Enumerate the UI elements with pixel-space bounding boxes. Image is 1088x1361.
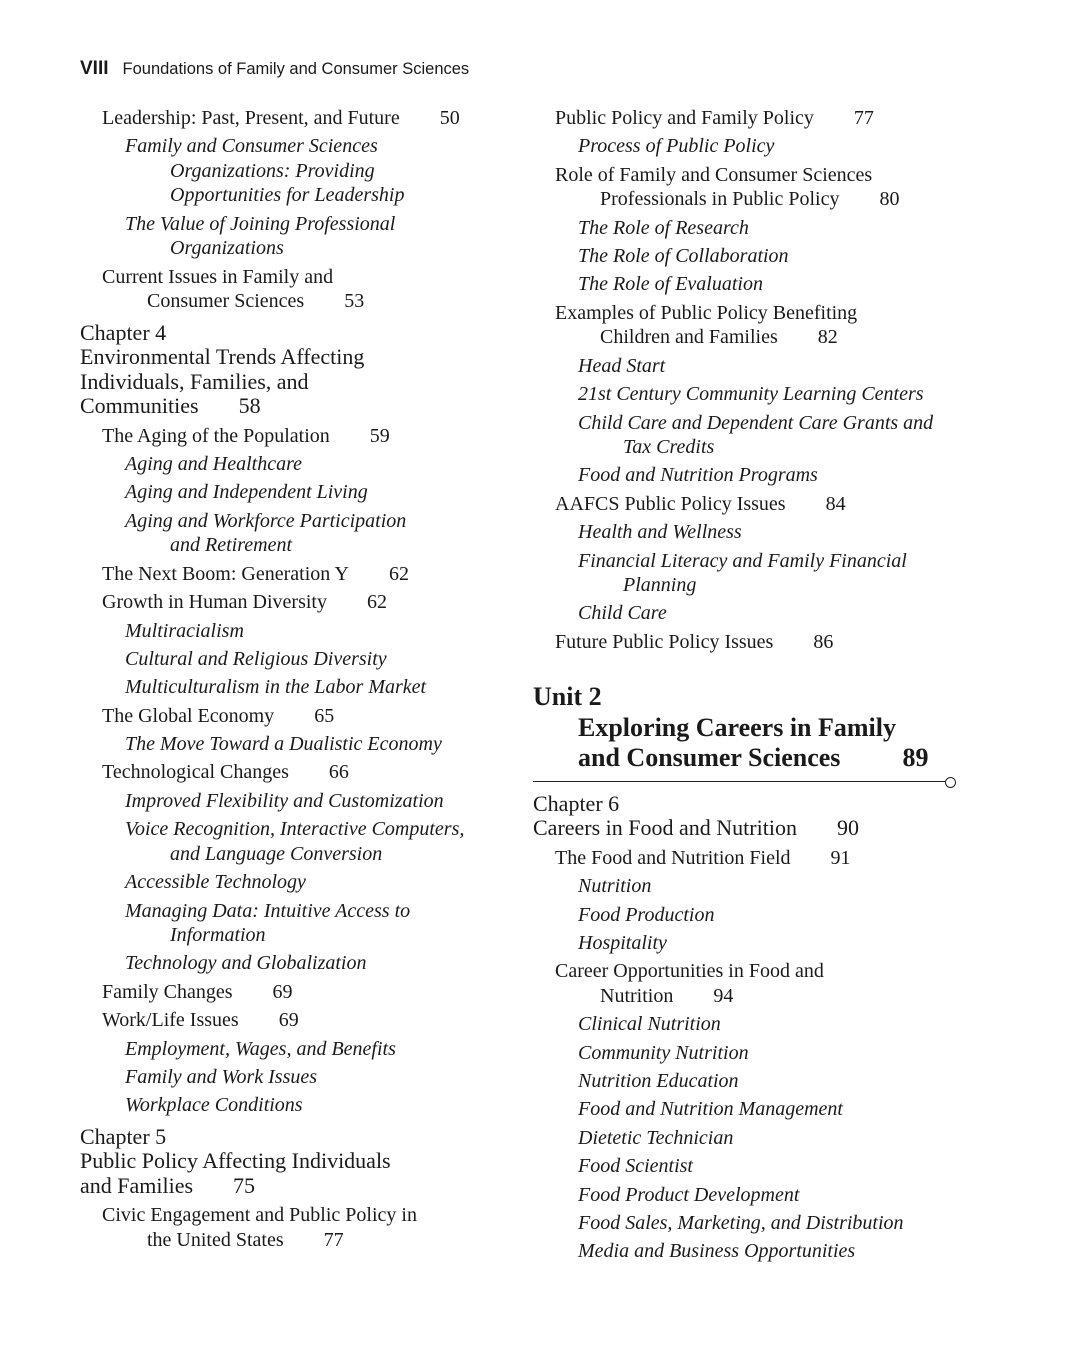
- entry-line: [578, 1041, 973, 1066]
- entry-text: Aging and Healthcare: [125, 453, 303, 476]
- entry-page-number: 69: [272, 980, 293, 1003]
- entry-text: Workplace Conditions: [125, 1094, 303, 1117]
- entry-text: AAFCS Public Policy Issues: [555, 492, 786, 515]
- entry-text: Multiculturalism in the Labor Market: [125, 676, 427, 699]
- entry-line: [555, 301, 973, 326]
- entry-page-number: 69: [278, 1009, 299, 1032]
- entry-line: [80, 1174, 520, 1199]
- entry-text: Public Policy and Family Policy: [555, 107, 814, 129]
- entry-line: [578, 1012, 973, 1037]
- entry-page-number: 91: [830, 846, 851, 869]
- chapter-heading: [80, 321, 520, 419]
- unit-divider-rule: [533, 781, 945, 782]
- entry-text: Food Sales, Marketing, and Distribution: [578, 1212, 904, 1235]
- entry-page-number: 66: [328, 761, 349, 784]
- entry-line: [578, 601, 973, 626]
- toc-subsection-entry: [80, 619, 520, 644]
- entry-page-number: 94: [713, 984, 734, 1007]
- entry-page-number: 75: [233, 1172, 256, 1198]
- entry-text: Community Nutrition: [578, 1041, 749, 1064]
- entry-line: [578, 216, 973, 241]
- entry-line: [125, 533, 520, 558]
- entry-line: [578, 1069, 973, 1094]
- entry-text: Consumer Sciences: [147, 290, 305, 313]
- entry-text: Planning: [623, 574, 697, 597]
- entry-line: [578, 244, 973, 269]
- entry-page-number: 62: [366, 591, 387, 614]
- toc-subsection-entry: [80, 1037, 520, 1062]
- entry-text: Cultural and Religious Diversity: [125, 647, 387, 670]
- page-number: VIII: [80, 58, 109, 79]
- entry-text: Organizations: [170, 237, 284, 260]
- toc-subsection-entry: [80, 134, 520, 208]
- chapter-heading: [533, 792, 973, 841]
- toc-section-entry: [533, 106, 973, 131]
- toc-subsection-entry: [533, 1211, 973, 1236]
- entry-line: [578, 134, 973, 159]
- entry-line: [80, 345, 520, 370]
- entry-page-number: 62: [388, 562, 409, 585]
- entry-line: [125, 183, 520, 208]
- toc-subsection-entry: [533, 354, 973, 379]
- entry-text: Chapter 5: [80, 1123, 167, 1149]
- toc-subsection-entry: [533, 1012, 973, 1037]
- entry-line: [578, 520, 973, 545]
- entry-text: Health and Wellness: [578, 521, 742, 544]
- entry-text: Media and Business Opportunities: [578, 1240, 856, 1263]
- entry-line: [125, 951, 520, 976]
- entry-text: Examples of Public Policy Benefiting: [555, 301, 858, 324]
- entry-text: Hospitality: [578, 932, 667, 955]
- entry-text: Voice Recognition, Interactive Computers,: [125, 818, 465, 841]
- entry-line: [555, 959, 973, 984]
- entry-line: [578, 435, 973, 460]
- entry-line: [102, 980, 520, 1005]
- toc-section-entry: [80, 1203, 520, 1252]
- entry-line: [102, 106, 520, 131]
- entry-line: [102, 760, 520, 785]
- toc-subsection-entry: [533, 1239, 973, 1264]
- toc-subsection-entry: [533, 1041, 973, 1066]
- entry-page-number: 77: [323, 1228, 344, 1251]
- toc-subsection-entry: [80, 817, 520, 866]
- entry-text: Family and Work Issues: [125, 1065, 318, 1088]
- entry-text: The Value of Joining Professional: [125, 212, 396, 235]
- book-title: Foundations of Family and Consumer Sciences: [122, 60, 470, 78]
- toc-subsection-entry: [80, 1065, 520, 1090]
- entry-text: Aging and Independent Living: [125, 481, 368, 504]
- entry-line: [125, 159, 520, 184]
- entry-text: Child Care: [578, 602, 667, 625]
- entry-line: [578, 1211, 973, 1236]
- toc-section-entry: [80, 704, 520, 729]
- toc-subsection-entry: [533, 382, 973, 407]
- entry-line: [125, 675, 520, 700]
- toc-section-entry: [533, 630, 973, 655]
- toc-right-column: [533, 106, 973, 1264]
- entry-line: [578, 1097, 973, 1122]
- toc-subsection-entry: [80, 480, 520, 505]
- entry-line: [125, 842, 520, 867]
- toc-section-entry: [533, 301, 973, 350]
- toc-section-entry: [533, 163, 973, 212]
- entry-line: [578, 1126, 973, 1151]
- entry-line: [125, 1093, 520, 1118]
- entry-text: Nutrition: [578, 875, 652, 898]
- entry-text: and Consumer Sciences: [578, 743, 841, 773]
- entry-page-number: 53: [344, 290, 365, 313]
- entry-text: Improved Flexibility and Customization: [125, 789, 444, 812]
- entry-text: Nutrition Education: [578, 1070, 739, 1093]
- entry-text: Technology and Globalization: [125, 952, 367, 975]
- entry-line: [102, 1228, 520, 1253]
- entry-line: [125, 870, 520, 895]
- entry-text: The Role of Collaboration: [578, 245, 789, 268]
- toc-subsection-entry: [533, 520, 973, 545]
- entry-line: [102, 590, 520, 615]
- entry-line: [102, 562, 520, 587]
- entry-line: [533, 713, 973, 744]
- entry-line: [102, 1203, 520, 1228]
- entry-line: [578, 874, 973, 899]
- entry-page-number: 50: [439, 107, 460, 129]
- entry-line: [578, 573, 973, 598]
- entry-text: Public Policy Affecting Individuals: [80, 1148, 391, 1174]
- entry-page-number: 59: [369, 424, 390, 447]
- entry-text: Child Care and Dependent Care Grants and: [578, 411, 934, 434]
- entry-line: [125, 923, 520, 948]
- toc-subsection-entry: [80, 1093, 520, 1118]
- entry-text: Role of Family and Consumer Sciences: [555, 163, 873, 186]
- entry-line: [125, 509, 520, 534]
- entry-text: Work/Life Issues: [102, 1009, 239, 1032]
- toc-subsection-entry: [80, 647, 520, 672]
- entry-line: [533, 743, 973, 774]
- toc-section-entry: [80, 265, 520, 314]
- toc-left-column: [80, 106, 520, 1252]
- entry-text: Technological Changes: [102, 761, 289, 784]
- entry-text: Individuals, Families, and: [80, 368, 309, 394]
- toc-subsection-entry: [533, 1183, 973, 1208]
- entry-line: [125, 236, 520, 261]
- entry-text: Multiracialism: [125, 619, 244, 642]
- toc-subsection-entry: [80, 452, 520, 477]
- entry-text: Exploring Careers in Family: [578, 712, 897, 742]
- toc-section-entry: [533, 959, 973, 1008]
- toc-subsection-entry: [533, 244, 973, 269]
- entry-line: [578, 354, 973, 379]
- entry-line: [578, 382, 973, 407]
- entry-line: [555, 846, 973, 871]
- entry-page-number: 77: [853, 107, 874, 129]
- entry-page-number: 65: [314, 704, 335, 727]
- entry-text: Food Scientist: [578, 1155, 693, 1178]
- entry-line: [125, 789, 520, 814]
- entry-text: The Aging of the Population: [102, 424, 330, 447]
- toc-subsection-entry: [533, 601, 973, 626]
- entry-text: Current Issues in Family and: [102, 265, 334, 288]
- entry-line: [125, 899, 520, 924]
- entry-text: Process of Public Policy: [578, 135, 775, 158]
- chapter-heading: [80, 1125, 520, 1199]
- entry-line: [80, 1125, 520, 1150]
- entry-line: [80, 370, 520, 395]
- entry-line: [555, 163, 973, 188]
- entry-text: Family and Consumer Sciences: [125, 135, 378, 158]
- entry-text: Food Production: [578, 903, 715, 926]
- entry-line: [578, 411, 973, 436]
- toc-subsection-entry: [80, 732, 520, 757]
- entry-line: [80, 1149, 520, 1174]
- entry-text: 21st Century Community Learning Centers: [578, 383, 924, 406]
- toc-subsection-entry: [533, 931, 973, 956]
- toc-subsection-entry: [533, 216, 973, 241]
- entry-line: [125, 1037, 520, 1062]
- entry-line: [578, 1154, 973, 1179]
- entry-text: The Next Boom: Generation Y: [102, 562, 349, 585]
- entry-line: [555, 106, 973, 131]
- entry-line: [125, 732, 520, 757]
- entry-text: Dietetic Technician: [578, 1126, 734, 1149]
- entry-line: [533, 792, 973, 817]
- entry-text: Leadership: Past, Present, and Future: [102, 107, 400, 129]
- entry-text: Communities: [80, 393, 199, 419]
- entry-text: Nutrition: [600, 984, 674, 1007]
- entry-text: Aging and Workforce Participation: [125, 509, 407, 532]
- toc-subsection-entry: [80, 675, 520, 700]
- entry-page-number: 86: [813, 630, 834, 653]
- entry-line: [125, 619, 520, 644]
- entry-text: Chapter 6: [533, 790, 620, 816]
- toc-section-entry: [80, 590, 520, 615]
- entry-line: [555, 325, 973, 350]
- toc-subsection-entry: [533, 272, 973, 297]
- toc-subsection-entry: [80, 509, 520, 558]
- entry-text: The Role of Research: [578, 216, 749, 239]
- toc-section-entry: [533, 492, 973, 517]
- toc-subsection-entry: [533, 549, 973, 598]
- toc-section-entry: [80, 760, 520, 785]
- entry-text: Food and Nutrition Programs: [578, 464, 818, 487]
- entry-text: Organizations: Providing: [170, 159, 375, 182]
- entry-text: and Families: [80, 1172, 194, 1198]
- entry-line: [125, 1065, 520, 1090]
- unit-rule-circle-icon: [945, 777, 956, 788]
- entry-text: Financial Literacy and Family Financial: [578, 549, 907, 572]
- toc-subsection-entry: [533, 903, 973, 928]
- entry-line: [125, 480, 520, 505]
- entry-page-number: 89: [902, 743, 929, 773]
- entry-line: [555, 984, 973, 1009]
- entry-line: [102, 424, 520, 449]
- entry-text: The Move Toward a Dualistic Economy: [125, 733, 442, 756]
- toc-section-entry: [80, 562, 520, 587]
- entry-line: [125, 134, 520, 159]
- toc-subsection-entry: [533, 411, 973, 460]
- entry-line: [578, 931, 973, 956]
- entry-text: Growth in Human Diversity: [102, 591, 327, 614]
- entry-text: Family Changes: [102, 980, 233, 1003]
- entry-page-number: 84: [825, 492, 846, 515]
- entry-line: [578, 549, 973, 574]
- entry-text: Environmental Trends Affecting: [80, 344, 365, 370]
- toc-section-entry: [80, 106, 520, 131]
- entry-page-number: 80: [879, 188, 900, 211]
- entry-line: [102, 289, 520, 314]
- entry-line: [125, 647, 520, 672]
- entry-line: [578, 463, 973, 488]
- toc-section-entry: [80, 1008, 520, 1033]
- unit-heading: [533, 682, 973, 782]
- entry-text: Professionals in Public Policy: [600, 188, 840, 211]
- entry-line: [102, 1008, 520, 1033]
- entry-text: Chapter 4: [80, 319, 167, 345]
- entry-text: and Retirement: [170, 534, 293, 557]
- toc-subsection-entry: [533, 463, 973, 488]
- toc-subsection-entry: [533, 1154, 973, 1179]
- entry-text: Employment, Wages, and Benefits: [125, 1037, 396, 1060]
- entry-text: Information: [170, 924, 266, 947]
- entry-text: Opportunities for Leadership: [170, 184, 405, 207]
- entry-line: [555, 492, 973, 517]
- entry-line: [125, 452, 520, 477]
- entry-line: [555, 187, 973, 212]
- entry-text: Careers in Food and Nutrition: [533, 815, 797, 841]
- entry-text: Clinical Nutrition: [578, 1013, 721, 1036]
- entry-text: Accessible Technology: [125, 871, 306, 894]
- toc-section-entry: [533, 846, 973, 871]
- entry-text: Head Start: [578, 354, 666, 377]
- entry-line: [125, 212, 520, 237]
- entry-text: The Global Economy: [102, 704, 275, 727]
- entry-text: Tax Credits: [623, 436, 715, 459]
- toc-subsection-entry: [533, 1126, 973, 1151]
- entry-line: [102, 265, 520, 290]
- entry-line: [80, 321, 520, 346]
- entry-line: [80, 394, 520, 419]
- entry-page-number: 90: [836, 815, 859, 841]
- entry-line: [102, 704, 520, 729]
- entry-line: [125, 817, 520, 842]
- entry-text: Civic Engagement and Public Policy in: [102, 1204, 417, 1227]
- entry-line: [578, 903, 973, 928]
- entry-text: Unit 2: [533, 682, 602, 712]
- entry-text: Career Opportunities in Food and: [555, 960, 824, 983]
- entry-text: Future Public Policy Issues: [555, 630, 774, 653]
- running-header: [80, 58, 469, 80]
- entry-text: Food Product Development: [578, 1183, 800, 1206]
- entry-text: the United States: [147, 1228, 284, 1251]
- entry-text: Children and Families: [600, 326, 778, 349]
- toc-subsection-entry: [80, 789, 520, 814]
- entry-page-number: 82: [817, 326, 838, 349]
- entry-line: [578, 272, 973, 297]
- entry-text: The Role of Evaluation: [578, 273, 763, 296]
- entry-line: [555, 630, 973, 655]
- toc-section-entry: [80, 424, 520, 449]
- toc-subsection-entry: [533, 874, 973, 899]
- entry-line: [533, 682, 973, 713]
- entry-line: [578, 1239, 973, 1264]
- toc-subsection-entry: [80, 212, 520, 261]
- entry-line: [533, 816, 973, 841]
- entry-text: Food and Nutrition Management: [578, 1098, 843, 1121]
- toc-section-entry: [80, 980, 520, 1005]
- entry-page-number: 58: [238, 393, 261, 419]
- toc-subsection-entry: [80, 899, 520, 948]
- entry-text: The Food and Nutrition Field: [555, 846, 791, 869]
- toc-subsection-entry: [533, 1069, 973, 1094]
- entry-text: Managing Data: Intuitive Access to: [125, 899, 411, 922]
- entry-line: [578, 1183, 973, 1208]
- toc-subsection-entry: [533, 134, 973, 159]
- entry-text: and Language Conversion: [170, 842, 383, 865]
- toc-subsection-entry: [80, 951, 520, 976]
- toc-subsection-entry: [533, 1097, 973, 1122]
- toc-subsection-entry: [80, 870, 520, 895]
